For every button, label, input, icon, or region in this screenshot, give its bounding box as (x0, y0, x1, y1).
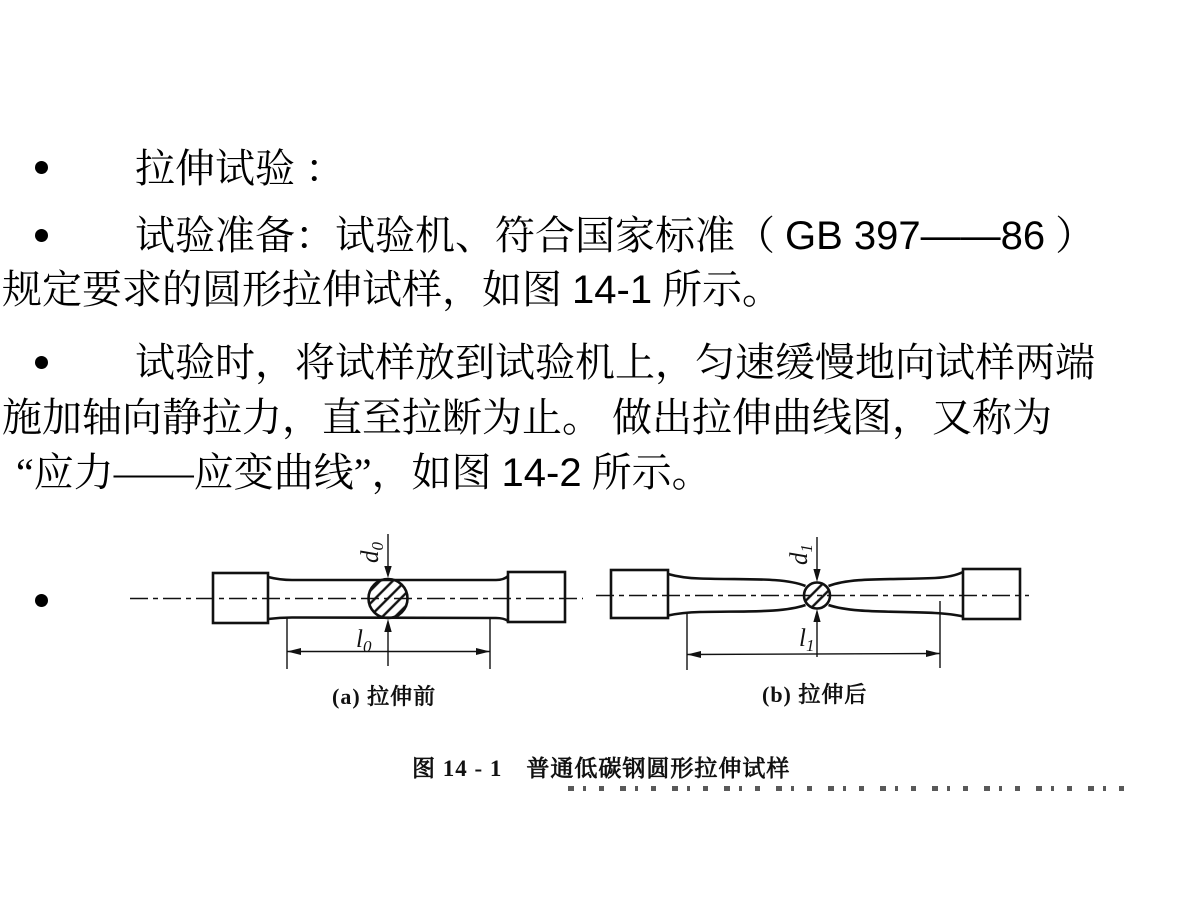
bullet-marker (35, 161, 48, 174)
specimen-after (596, 537, 1029, 707)
neck-bottom-left-b (668, 605, 806, 616)
paragraph-1 (135, 142, 345, 196)
caption-before: (a) 拉伸前 (332, 684, 437, 709)
p2l1-cn-2: ） (1045, 213, 1096, 258)
cross-section-circle-a (369, 579, 408, 618)
figure-caption: 图 14 - 1 普通低碳钢圆形拉伸试样 (412, 756, 791, 781)
neck-bottom-right-b (829, 605, 964, 617)
paragraph-2-line-1 (135, 209, 1095, 263)
grip-head-left-b (611, 570, 668, 618)
paragraph-2-line-2 (2, 263, 782, 317)
l0-label: $l_0$ (356, 626, 372, 656)
cropped-text-fragments (568, 786, 1140, 791)
bullet-marker (35, 229, 48, 242)
d0-arrow-down (384, 566, 391, 578)
l1-arrow-right (926, 650, 940, 657)
neck-top-right-b (829, 572, 964, 586)
p2l2-figure-ref: 14-1 (572, 268, 653, 312)
d1-arrow-down (813, 569, 820, 582)
p2l1-cn-1: 试验准备：试验机、符合国家标准（ (135, 213, 785, 258)
tensile-specimen-drawing (0, 510, 1200, 725)
paragraph-3-line-1 (135, 336, 1095, 390)
figure-14-1 (0, 510, 1200, 725)
specimen-before (130, 534, 583, 709)
caption-after: (b) 拉伸后 (762, 682, 868, 707)
p3l3-cn-1: “应力——应变曲线”，如图 (16, 450, 502, 495)
grip-head-right-b (963, 569, 1020, 619)
d1-arrow-up (813, 609, 820, 622)
neck-top-left-b (668, 574, 806, 586)
p2l1-standard-code: GB 397——86 (785, 214, 1046, 258)
paragraph-1-text: 拉伸试验 ： (135, 146, 345, 191)
d1-label: $d_1$ (786, 544, 816, 565)
l1-label: $l_1$ (799, 625, 815, 655)
paragraph-3-line-2 (2, 391, 1052, 445)
paragraph-3-line-3 (16, 446, 712, 500)
d0-label: $d_0$ (357, 542, 387, 563)
l1-arrow-left (687, 651, 701, 658)
grip-head-right-a (508, 572, 565, 622)
p3l2-text: 施加轴向静拉力，直至拉断为止。 做出拉伸曲线图，又称为 (2, 395, 1052, 440)
cross-section-circle-b (804, 583, 830, 609)
d0-arrow-up (384, 619, 391, 632)
bullet-marker (35, 356, 48, 369)
l0-arrow-left (287, 648, 301, 655)
p3l3-figure-ref: 14-2 (501, 451, 582, 495)
p2l2-cn-1: 规定要求的圆形拉伸试样，如图 (2, 267, 572, 312)
p3l1-text: 试验时，将试样放到试验机上，匀速缓慢地向试样两端 (135, 340, 1095, 385)
p2l2-cn-2: 所示。 (652, 267, 783, 312)
p3l3-cn-2: 所示。 (581, 450, 712, 495)
l0-arrow-right (476, 648, 490, 655)
